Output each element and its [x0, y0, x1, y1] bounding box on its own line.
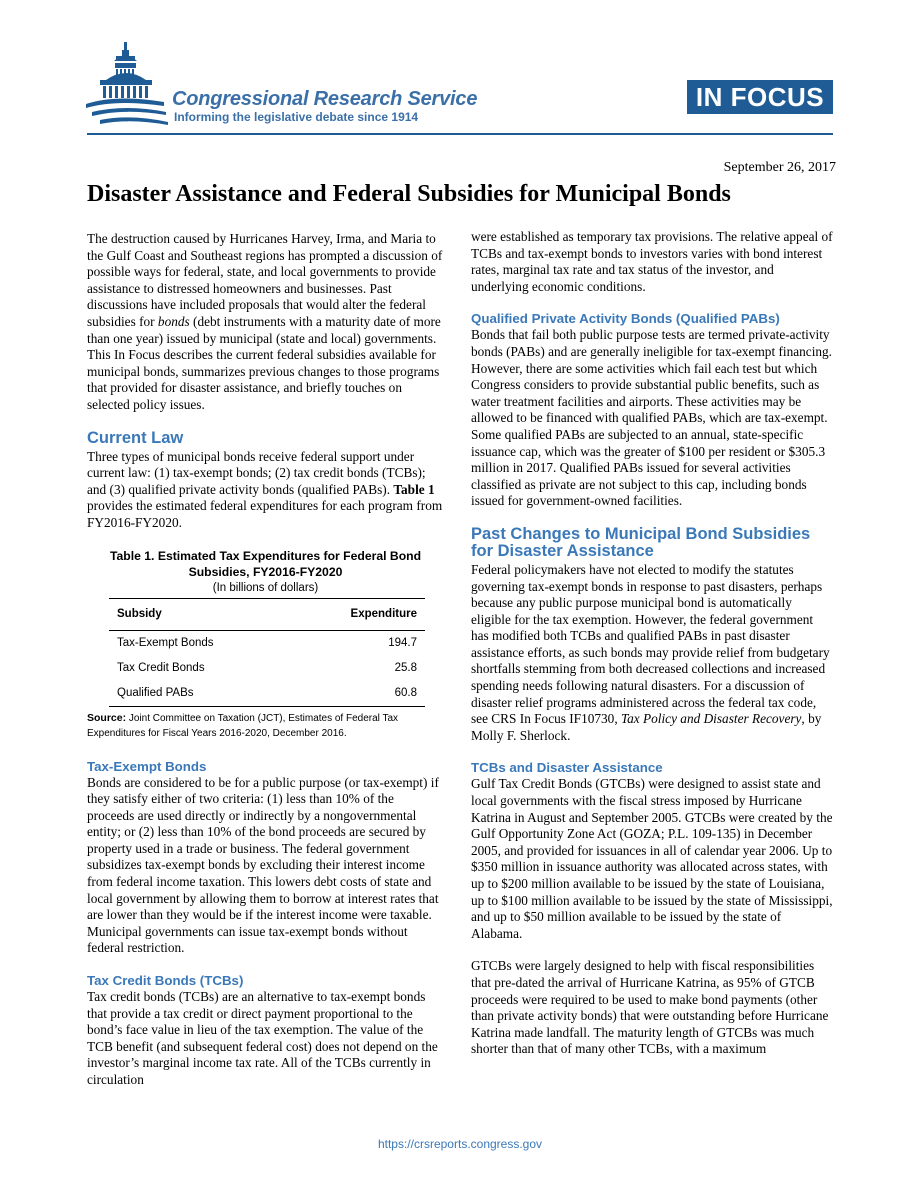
table-row	[109, 656, 425, 681]
col-header-expenditure: Expenditure	[291, 598, 425, 630]
table-source-note: Source: Joint Committee on Taxation (JCT), Estimates of Federal Tax Expenditures for Fiscal Years 2016-2020, December 2016.	[87, 711, 399, 739]
header-divider	[87, 133, 833, 135]
past-changes-paragraph: Federal policymakers have not elected to modify the statutes governing tax-exempt bonds in response to past disasters, perhaps because any public purpose municipal bond is automatically eligible for the tax exemption. However, the federal government has modified both TCBs and qualified PABs in past disaster assistance efforts, as such bonds may provide relief from budgetary shortfalls stemming from both decreased collections and increased spending needs following natural disasters. For a discussion of disaster relief programs administered across the federal tax code, see CRS In Focus IF10730, Tax Policy and Disaster Recovery, by Molly F. Sherlock.	[471, 561, 830, 743]
table-1	[87, 548, 444, 741]
intro-paragraph: The destruction caused by Hurricanes Harvey, Irma, and Maria to the Gulf Coast and Southeast regions has prompted a discussion of possible ways for federal, state, and local governments to provide assistance to distressed homeowners and businesses. Past discussions have included proposals that would alter the federal subsidies for bonds (debt instruments with a maturity date of more than one year) issued by municipal (state and local) governments. This In Focus describes the current federal subsidies available for municipal bonds, summarizes previous changes to those programs that provided for disaster assistance, and briefly touches on selected policy issues.	[87, 231, 443, 412]
row-expenditure-value: 25.8	[394, 662, 417, 674]
col-header-subsidy: Subsidy	[109, 598, 291, 630]
gtcb-paragraph-1: Gulf Tax Credit Bonds (GTCBs) were designed to assist state and local governments with the fiscal stress imposed by Hurricane Katrina in August and September 2005. GTCBs were created by the Gulf Opportunity Zone Act (GOZA; P.L. 109-135) in December 2005, and provided for issuances in all of calendar year 2006. Up to $350 million in issuance authority was allocated across states, with up to $200 million available to be issued by the state of Louisiana, up to $100 million available to be issued by the state of Mississippi, and up to $50 million available to be issued by the state of Alabama.	[471, 776, 833, 941]
table-1-reference: Table 1	[393, 481, 435, 497]
row-expenditure-value: 194.7	[388, 637, 417, 649]
qualified-pab-paragraph: Bonds that fail both public purpose tests are termed private-activity bonds (PABs) and are generally ineligible for tax-exempt financing. However, there are some activities which fail each test but which Congress considers to provide substantial public benefits, such as water treatment facilities and airports. These activities may be allowed to be financed with qualified PABs, which are tax-exempt. Some qualified PABs are subjected to an annual, state-specific issuance cap, which was the greater of $100 per resident or $305.3 million in 2017. Qualified PABs issued for several activities classified as private are not subject to this cap, including bonds issued for government-owned facilities.	[471, 327, 833, 509]
tcb-disaster-heading: TCBs and Disaster Assistance	[471, 760, 663, 776]
capitol-dome-logo-icon	[86, 42, 168, 130]
gtcb-paragraph-2: GTCBs were largely designed to help with fiscal responsibilities that pre-dated the arrival of Hurricane Katrina, as 95% of GTCB proceeds were required to be used to make bond payments (other than private activity bonds) that were outstanding before Hurricane Katrina made landfall. The maturity length of GTCBs was much shorter than that of many other TCBs, with a maximum	[471, 958, 829, 1057]
tax-exempt-bonds-paragraph: Bonds are considered to be for a public purpose (or tax-exempt) if they satisfy either of two criteria: (1) less than 10% of the proceeds are used directly or indirectly by a nongovernmental entity; or (2) less than 10% of the bond proceeds are secured by property used in a trade or business. The federal government subsidizes tax-exempt bonds by excluding their interest income from federal income taxation. This lowers debt costs of state and local government by allowing them to borrow at interest rates that are lower than they would be if the interest income were taxable. Municipal governments can issue tax-exempt bonds without federal restriction.	[87, 774, 439, 956]
row-subsidy-name: Qualified PABs	[109, 681, 291, 707]
footer-url-link[interactable]: https://crsreports.congress.gov	[377, 1137, 543, 1151]
row-subsidy-name: Tax-Exempt Bonds	[117, 637, 214, 649]
tax-exempt-bonds-heading: Tax-Exempt Bonds	[87, 758, 207, 774]
table-caption: Table 1. Estimated Tax Expenditures for Federal Bond Subsidies, FY2016-FY2020	[109, 548, 422, 579]
row-subsidy-name: Tax Credit Bonds	[117, 662, 205, 674]
right-column	[471, 229, 833, 1074]
org-name: Congressional Research Service	[172, 88, 478, 110]
cited-report-title: Tax Policy and Disaster Recovery	[620, 711, 802, 727]
past-changes-heading: Past Changes to Municipal Bond Subsidies for Disaster Assistance	[471, 524, 811, 560]
tcb-continued-paragraph: were established as temporary tax provisions. The relative appeal of TCBs and tax-exempt bonds to investors varies with bond interest rates, marginal tax rate and tax status of the investor, and underlying economic conditions.	[471, 229, 833, 294]
table-row	[109, 630, 425, 656]
current-law-paragraph: Three types of municipal bonds receive federal support under current law: (1) tax-exempt bonds; (2) tax credit bonds (TCBs); and (3) qualified private activity bonds (qualified PABs). Table 1 provides the estimated federal expenditures for each program from FY2016-FY2020.	[87, 448, 443, 530]
table-units: (In billions of dollars)	[212, 581, 319, 594]
left-column	[87, 231, 444, 1105]
table-row	[109, 681, 425, 707]
bonds-emphasis: bonds	[157, 313, 190, 329]
expenditure-table	[109, 598, 425, 707]
in-focus-badge: IN FOCUS	[687, 80, 833, 114]
qualified-pab-heading: Qualified Private Activity Bonds (Qualified PABs)	[471, 311, 780, 327]
org-tagline: Informing the legislative debate since 1914	[174, 110, 419, 124]
current-law-heading: Current Law	[87, 428, 184, 447]
publication-date: September 26, 2017	[723, 160, 836, 175]
tcb-paragraph: Tax credit bonds (TCBs) are an alternative to tax-exempt bonds that provide a tax credit or direct payment proportional to the bond’s face value in lieu of the tax exemption. The value of the TCB benefit (and subsequent federal cost) does not depend on the investor’s marginal income tax rate. All of the TCBs currently in circulation	[87, 989, 438, 1087]
page-title: Disaster Assistance and Federal Subsidies for Municipal Bonds	[87, 181, 731, 207]
tcb-heading: Tax Credit Bonds (TCBs)	[87, 973, 244, 989]
row-expenditure-value: 60.8	[291, 681, 425, 707]
